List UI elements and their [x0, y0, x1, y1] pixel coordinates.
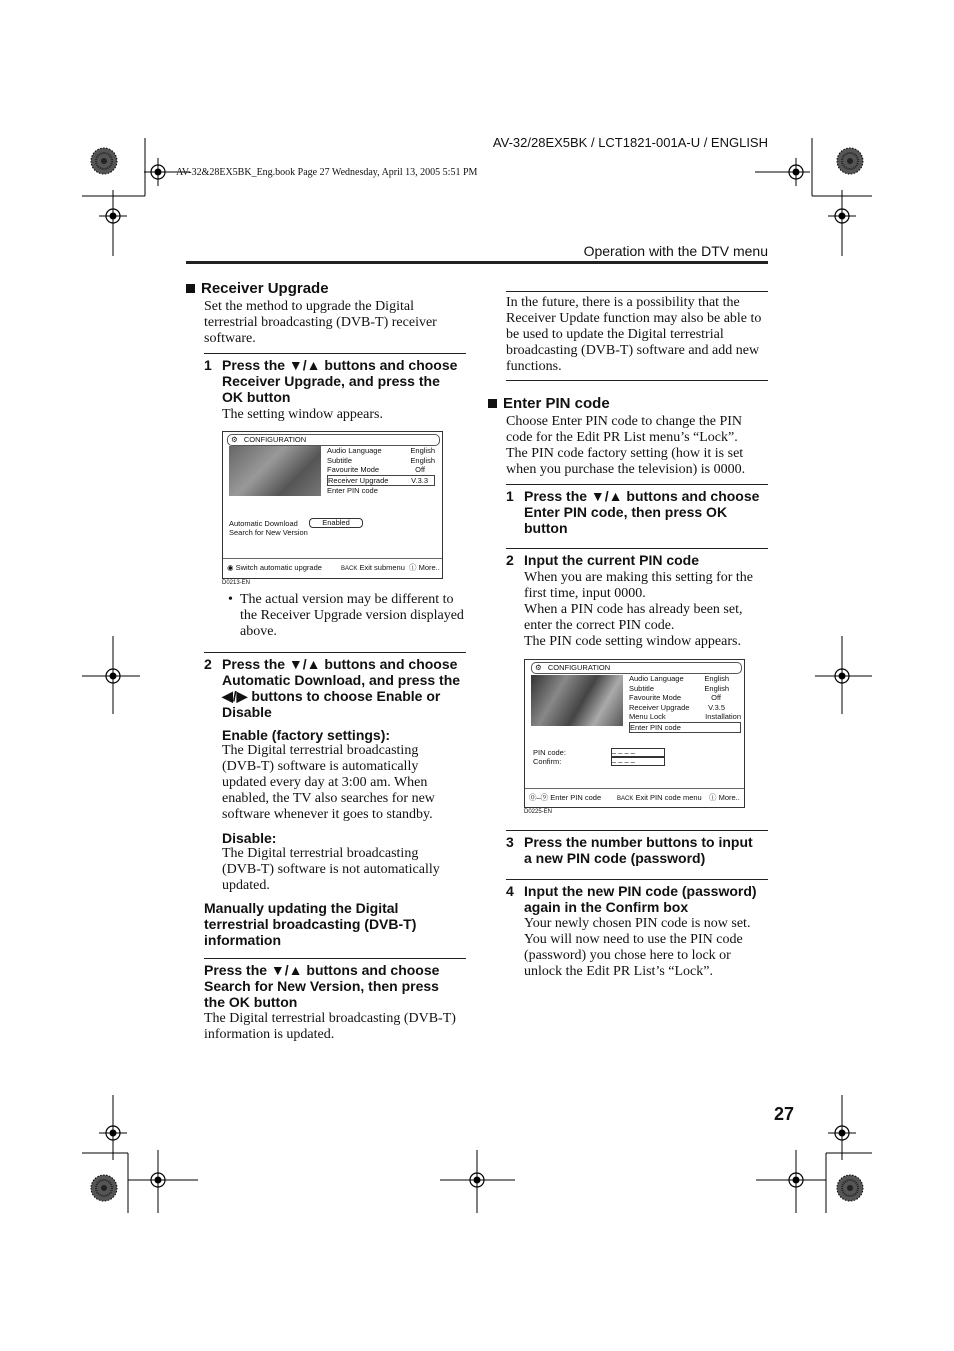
screen-footer-left: ⓪–⑨ Enter PIN code — [529, 793, 602, 802]
disable-title: Disable: — [222, 830, 277, 846]
confirm-field: – – – – — [611, 757, 665, 766]
tv-picture-thumbnail — [531, 675, 623, 726]
screen-footer-mid: BACK Exit PIN code menu — [617, 793, 702, 802]
square-bullet-icon — [186, 284, 195, 293]
screen-footer-left: ◉ Switch automatic upgrade — [227, 563, 322, 572]
pin-code-screen — [524, 659, 745, 808]
header-rule — [186, 261, 768, 264]
info-icon: ⓘ — [709, 793, 717, 802]
step-number: 1 — [506, 488, 514, 504]
screen-footer-rule — [525, 788, 744, 789]
step-number: 1 — [204, 357, 212, 373]
confirm-label: Confirm: — [533, 757, 562, 766]
search-version-label: Search for New Version — [229, 528, 308, 537]
menu-row: Subtitle English — [629, 683, 729, 693]
book-info: AV-32&28EX5BK_Eng.book Page 27 Wednesday, April 13, 2005 5:51 PM — [176, 167, 478, 178]
pin-step2-line: When you are making this setting for the first time, input 0000. — [524, 570, 753, 601]
divider — [204, 958, 466, 959]
pin-step4-result: Your newly chosen PIN code is now set. You will now need to use the PIN code (password) you chose here to lock or unlock the Edit PR List’s “Lock”. — [524, 916, 751, 979]
receiver-upgrade-screen — [222, 431, 443, 579]
menu-row: Audio Language English — [327, 446, 435, 455]
back-icon: BACK — [341, 566, 358, 572]
step2-text: Press the ▼/▲ buttons and choose Automatic Download, and press the ◀/▶ buttons to choose Enable or Disable — [222, 656, 461, 720]
step-number: 3 — [506, 834, 514, 850]
gear-icon: ⚙ — [535, 663, 542, 672]
pin-code-field: – – – – — [611, 748, 665, 757]
divider — [506, 291, 768, 292]
screen-code: D0225-EN — [524, 809, 553, 815]
menu-row: Receiver Upgrade V.3.5 — [629, 702, 725, 712]
screen-code: D0213-EN — [222, 580, 251, 586]
menu-row-selected: Receiver Upgrade V.3.3 — [327, 475, 435, 487]
gear-icon: ⚙ — [231, 435, 238, 444]
page-number: 27 — [774, 1104, 795, 1124]
receiver-upgrade-heading: Receiver Upgrade — [186, 280, 329, 297]
pin-code-label: PIN code: — [533, 748, 566, 757]
receiver-upgrade-intro: Set the method to upgrade the Digital terrestrial broadcasting (DVB-T) receiver software. — [204, 299, 437, 346]
ok-icon: ◉ — [227, 563, 234, 572]
screen-menu — [327, 446, 435, 496]
step1-text: Press the ▼/▲ buttons and choose Receiver Upgrade, and press the OK button — [222, 357, 458, 405]
manual-update-title: Manually updating the Digital terrestrial broadcasting (DVB-T) information — [204, 900, 417, 948]
menu-row: Enter PIN code — [327, 486, 378, 495]
manual-step-result: The Digital terrestrial broadcasting (DVB-T) information is updated. — [204, 1011, 456, 1042]
back-icon: BACK — [617, 796, 634, 802]
step1-note: The setting window appears. — [222, 407, 383, 422]
pin-step4-text: Input the new PIN code (password) again in the Confirm box — [524, 883, 757, 915]
step-number: 4 — [506, 883, 514, 899]
pin-step1-text: Press the ▼/▲ buttons and choose Enter PIN code, then press OK button — [524, 488, 760, 536]
divider — [204, 353, 466, 354]
divider — [204, 652, 466, 653]
divider — [506, 830, 768, 831]
enable-text: The Digital terrestrial broadcasting (DVB-T) software is automatically updated every day at 3:00 am. When enabled, the TV also searches for new software whenever it goes to standby. — [222, 743, 435, 822]
menu-row: Favourite Mode Off — [629, 693, 721, 702]
pin-step2-line: When a PIN code has already been set, enter the correct PIN code. — [524, 602, 743, 633]
auto-download-label: Automatic Download — [229, 519, 298, 528]
screen-title-bar — [531, 662, 742, 674]
menu-row: Audio Language English — [629, 674, 729, 683]
screen-footer-right: ⓘ More.. — [409, 563, 440, 572]
menu-row-selected: Enter PIN code — [629, 722, 741, 734]
divider — [506, 484, 768, 485]
enter-pin-intro: Choose Enter PIN code to change the PIN code for the Edit PR List menu’s “Lock”. The PIN code factory setting (how it is set when you purchase the television) is 0000. — [506, 414, 746, 477]
disable-text: The Digital terrestrial broadcasting (DVB-T) software is not automatically updated. — [222, 846, 440, 893]
channel-map-thumbnail — [229, 446, 321, 496]
future-note: In the future, there is a possibility that the Receiver Update function may also be able to be used to update the Digital terrestrial broadcasting (DVB-T) software and add new functions. — [506, 295, 762, 374]
pin-step3-text: Press the number buttons to input a new PIN code (password) — [524, 834, 753, 866]
enter-pin-heading: Enter PIN code — [488, 395, 610, 412]
enable-title: Enable (factory settings): — [222, 727, 391, 743]
bullet-dot: • — [228, 592, 233, 607]
divider — [506, 548, 768, 549]
screen-title: CONFIGURATION — [547, 663, 611, 672]
step-number: 2 — [204, 656, 212, 672]
screen-footer-mid: BACK Exit submenu — [341, 563, 405, 572]
screen-footer-right: ⓘ More.. — [709, 793, 740, 802]
info-icon: ⓘ — [409, 563, 417, 572]
auto-download-value: Enabled — [309, 518, 363, 528]
square-bullet-icon — [488, 399, 497, 408]
screen-menu — [629, 674, 741, 733]
pin-step2-text: Input the current PIN code — [524, 552, 700, 568]
number-keys-icon: ⓪–⑨ — [529, 793, 549, 802]
model-code: AV-32/28EX5BK / LCT1821-001A-U / ENGLISH — [492, 135, 768, 150]
section-title: Operation with the DTV menu — [583, 243, 768, 259]
pin-step2-details — [524, 570, 764, 650]
pin-step2-line: The PIN code setting window appears. — [524, 634, 741, 649]
divider — [506, 380, 768, 381]
menu-row: Subtitle English — [327, 455, 435, 465]
step-number: 2 — [506, 552, 514, 568]
manual-step-text: Press the ▼/▲ buttons and choose Search for New Version, then press the OK button — [204, 962, 440, 1010]
menu-row: Menu Lock Installation — [629, 712, 741, 721]
menu-row: Favourite Mode Off — [327, 465, 425, 474]
screen-title: CONFIGURATION — [243, 435, 307, 444]
divider — [506, 879, 768, 880]
screen-footer-rule — [223, 558, 442, 559]
screen-title-bar — [227, 434, 440, 446]
version-note: The actual version may be different to the Receiver Upgrade version displayed above. — [240, 592, 464, 639]
